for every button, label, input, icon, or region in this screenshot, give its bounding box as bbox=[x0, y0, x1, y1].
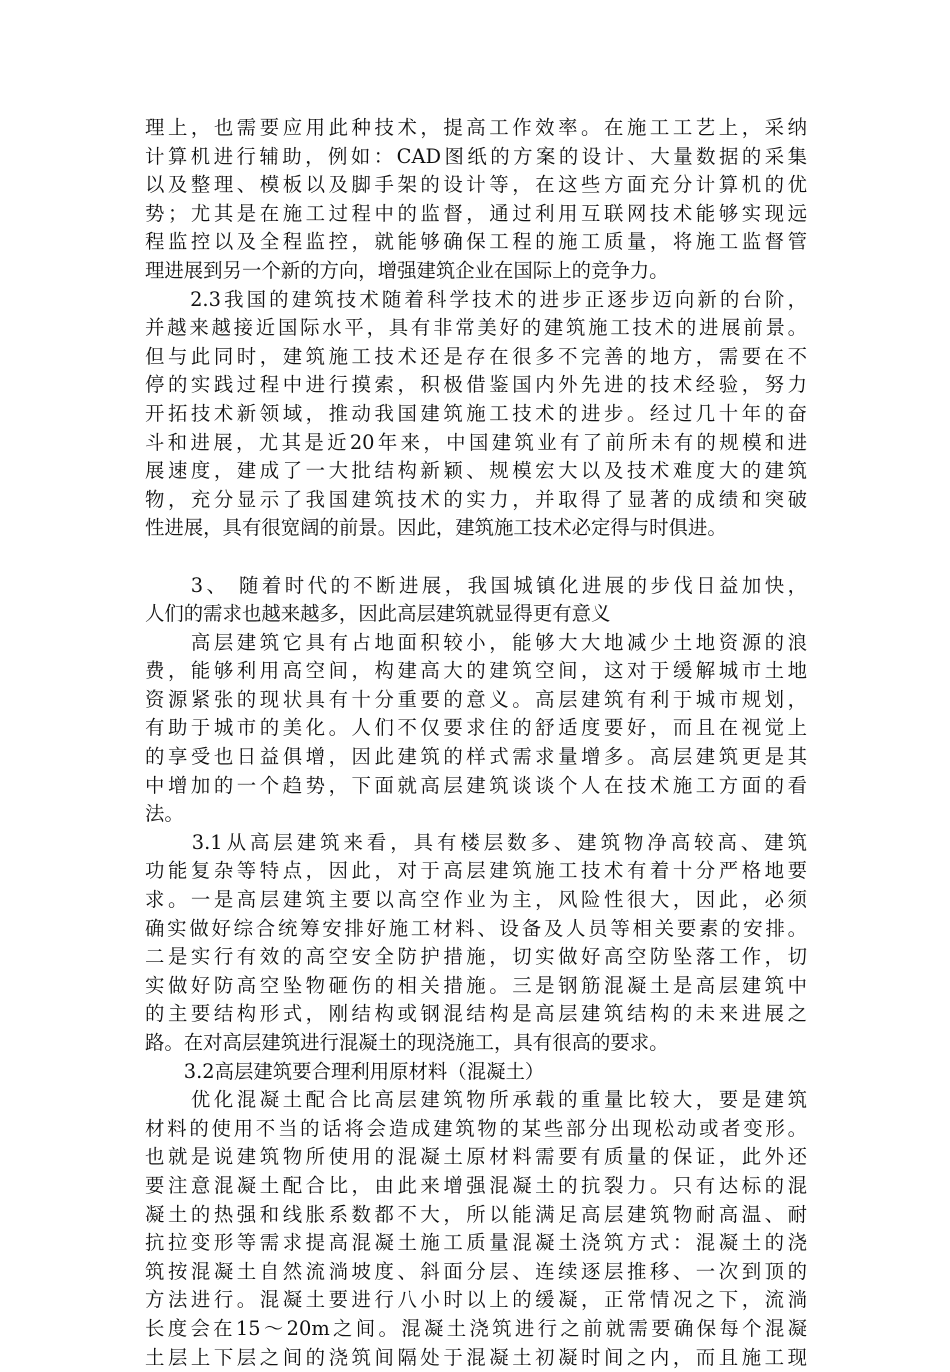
text-line: 势；尤其是在施工过程中的监督，通过利用互联网技术能够实现远 bbox=[145, 201, 807, 225]
text-line: 的主要结构形式，刚结构或钢混结构是高层建筑结构的未来进展之 bbox=[145, 1002, 807, 1026]
text-line: 物，充分显示了我国建筑技术的实力，并取得了显著的成绩和突破 bbox=[145, 487, 807, 511]
text-line: 理上，也需要应用此种技术，提高工作效率。在施工工艺上，采纳 bbox=[145, 116, 807, 139]
text-line: 3.1从高层建筑来看，具有楼层数多、建筑物净高较高、建筑 bbox=[145, 830, 807, 854]
text-line: 费，能够利用高空间，构建高大的建筑空间，这对于缓解城市土地 bbox=[145, 659, 807, 683]
text-line: 长度会在15～20m之间。混凝土浇筑进行之前就需要确保每个混凝 bbox=[145, 1316, 807, 1340]
text-line: 二是实行有效的高空安全防护措施，切实做好高空防坠落工作，切 bbox=[145, 945, 807, 969]
text-line: 土层上下层之间的浇筑间隔处于混凝土初凝时间之内，而且施工现 bbox=[145, 1345, 807, 1369]
text-line: 2.3我国的建筑技术随着科学技术的进步正逐步迈向新的台阶， bbox=[145, 287, 807, 311]
text-line: 并越来越接近国际水平，具有非常美好的建筑施工技术的进展前景。 bbox=[145, 316, 807, 340]
text-line: 以及整理、模板以及脚手架的设计等，在这些方面充分计算机的优 bbox=[145, 173, 807, 197]
text-line: 方法进行。混凝土要进行八小时以上的缓凝，正常情况之下，流淌 bbox=[145, 1288, 807, 1312]
text-line: 法。 bbox=[145, 802, 184, 826]
text-line: 优化混凝土配合比高层建筑物所承载的重量比较大，要是建筑 bbox=[145, 1088, 807, 1112]
text-line: 实做好防高空坠物砸伤的相关措施。三是钢筋混凝土是高层建筑中 bbox=[145, 973, 807, 997]
text-line: 高层建筑它具有占地面积较小，能够大大地减少土地资源的浪 bbox=[145, 630, 807, 654]
text-line: 凝土的热强和线胀系数都不大，所以能满足高层建筑物耐高温、耐 bbox=[145, 1202, 807, 1226]
text-line: 也就是说建筑物所使用的混凝土原材料需要有质量的保证，此外还 bbox=[145, 1145, 807, 1169]
text-line: 功能复杂等特点，因此，对于高层建筑施工技术有着十分严格地要 bbox=[145, 859, 807, 883]
text-line: 的享受也日益俱增，因此建筑的样式需求量增多。高层建筑更是其 bbox=[145, 745, 807, 769]
text-line: 斗和进展，尤其是近20年来，中国建筑业有了前所未有的规模和进 bbox=[145, 430, 807, 454]
text-line: 停的实践过程中进行摸索，积极借鉴国内外先进的技术经验，努力 bbox=[145, 373, 807, 397]
text-line: 路。在对高层建筑进行混凝土的现浇施工，具有很高的要求。 bbox=[145, 1031, 669, 1054]
text-line: 展速度，建成了一大批结构新颖、规模宏大以及技术难度大的建筑 bbox=[145, 459, 807, 483]
text-line: 确实做好综合统筹安排好施工材料、设备及人员等相关要素的安排。 bbox=[145, 916, 807, 940]
text-line: 开拓技术新领域，推动我国建筑施工技术的进步。经过几十年的奋 bbox=[145, 401, 807, 425]
text-line: 要注意混凝土配合比，由此来增强混凝土的抗裂力。只有达标的混 bbox=[145, 1173, 807, 1197]
text-line: 筑按混凝土自然流淌坡度、斜面分层、连续逐层推移、一次到顶的 bbox=[145, 1259, 807, 1283]
text-line: 求。一是高层建筑主要以高空作业为主，风险性很大，因此，必须 bbox=[145, 888, 807, 912]
text-line: 计算机进行辅助，例如：CAD图纸的方案的设计、大量数据的采集 bbox=[145, 144, 807, 168]
text-line: 材料的使用不当的话将会造成建筑物的某些部分出现松动或者变形。 bbox=[145, 1116, 807, 1140]
text-line: 但与此同时，建筑施工技术还是存在很多不完善的地方，需要在不 bbox=[145, 344, 807, 368]
text-line: 有助于城市的美化。人们不仅要求住的舒适度要好，而且在视觉上 bbox=[145, 716, 807, 740]
text-line: 资源紧张的现状具有十分重要的意义。高层建筑有利于城市规划， bbox=[145, 687, 807, 711]
blank-line bbox=[145, 543, 807, 572]
text-line: 程监控以及全程监控，就能够确保工程的施工质量，将施工监督管 bbox=[145, 230, 807, 254]
body-text bbox=[145, 114, 807, 1372]
text-line: 3、 随着时代的不断进展，我国城镇化进展的步伐日益加快， bbox=[145, 573, 807, 597]
text-line: 中增加的一个趋势，下面就高层建筑谈谈个人在技术施工方面的看 bbox=[145, 773, 807, 797]
text-line: 理进展到另一个新的方向，增强建筑企业在国际上的竞争力。 bbox=[145, 258, 669, 282]
text-line: 人们的需求也越来越多，因此高层建筑就显得更有意义 bbox=[145, 602, 611, 626]
text-line: 抗拉变形等需求提高混凝土施工质量混凝土浇筑方式：混凝土的浇 bbox=[145, 1231, 807, 1255]
text-line: 性进展，具有很宽阔的前景。因此，建筑施工技术必定得与时俱进。 bbox=[145, 516, 727, 540]
section-heading: 3.2高层建筑要合理利用原材料（混凝土） bbox=[145, 1059, 545, 1083]
